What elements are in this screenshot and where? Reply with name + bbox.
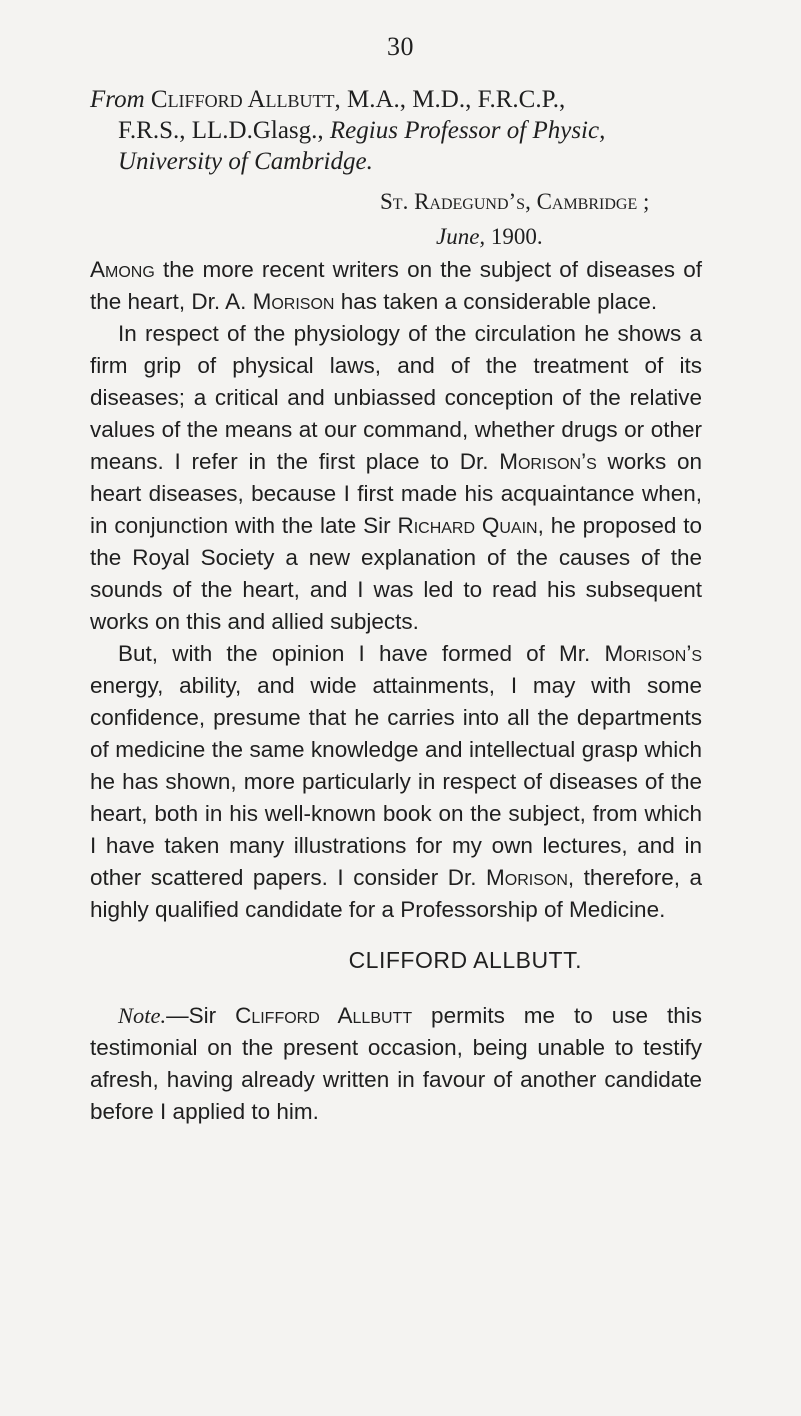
header-degrees-1: M.A., M.D., F.R.C.P., <box>347 86 566 113</box>
header-author-name: Clifford Allbutt, <box>150 86 341 113</box>
paragraph-1-text-b: has taken a considerable place. <box>334 289 658 314</box>
paragraph-1 <box>90 254 702 318</box>
paragraph-3-name-2: Morison, <box>486 865 575 890</box>
header-line-2 <box>90 115 710 146</box>
paragraph-1-name: Morison <box>252 289 335 314</box>
paragraph-3-text-a: But, with the opinion I have formed of Mr. <box>118 641 605 666</box>
letter-header <box>90 84 710 177</box>
signature: CLIFFORD ALLBUTT. <box>348 947 582 973</box>
dateline-year: 1900. <box>490 224 543 249</box>
paragraph-2-name-2: Richard Quain, <box>397 513 544 538</box>
note-label: Note. <box>118 1003 167 1028</box>
paragraph-1-text-a: the more recent writers on the subject of diseases of the heart, Dr. A. <box>90 257 702 314</box>
dateline-place: St. Radegund’s, Cambridge ; <box>380 189 650 214</box>
paragraph-2 <box>90 318 702 638</box>
dateline <box>380 184 740 254</box>
header-line-1 <box>90 84 710 115</box>
note-dash: —Sir <box>166 1003 236 1028</box>
paragraph-2-text-b: works on heart diseases, because I first made his acquaintance when, in conjunction with the late Sir <box>90 449 702 538</box>
note-paragraph <box>90 1000 702 1128</box>
letter-body <box>90 254 702 1128</box>
paragraph-3-text-b: energy, ability, and wide attainments, I may with some confidence, presume that he carries into all the departments of medicine the same knowledge and intellectual grasp which he has shown, more particularly in respect of diseases of the heart, both in his well-known book on the subject, from which I have taken many illustrations for my own lectures, and in other scattered papers. I consider Dr. <box>90 673 702 890</box>
paragraph-3-name-1: Morison’s <box>604 641 702 666</box>
header-degrees-2: F.R.S., LL.D.Glasg., <box>118 117 324 144</box>
header-university: University of Cambridge. <box>118 148 373 175</box>
paragraph-2-name-1: Morison’s <box>499 449 597 474</box>
paragraph-1-lead: Among <box>90 257 155 282</box>
paragraph-3-text-c: therefore, a highly qualified candidate for a Professorship of Medicine. <box>90 865 703 922</box>
paragraph-2-text-c: he proposed to the Royal Society a new explanation of the causes of the sounds of the heart, and I was led to read his subsequent works on this and allied subjects. <box>90 513 702 634</box>
page-number: 30 <box>387 32 414 61</box>
dateline-date <box>380 219 740 254</box>
header-professorship: Regius Professor of Physic, <box>329 117 606 144</box>
note-text: permits me to use this testimonial on the present occasion, being unable to testify afresh, having already written in favour of another candidate before I applied to him. <box>90 1003 702 1124</box>
paragraph-2-text-a: In respect of the physiology of the circulation he shows a firm grip of physical laws, and of the treatment of its diseases; a critical and unbiassed conception of the relative values of the means at our command, whether drugs or other means. I refer in the first place to Dr. <box>90 321 702 474</box>
note-name: Clifford Allbutt <box>235 1003 413 1028</box>
paragraph-3 <box>90 638 702 926</box>
header-from: From <box>90 86 145 113</box>
dateline-month: June, <box>436 224 486 249</box>
